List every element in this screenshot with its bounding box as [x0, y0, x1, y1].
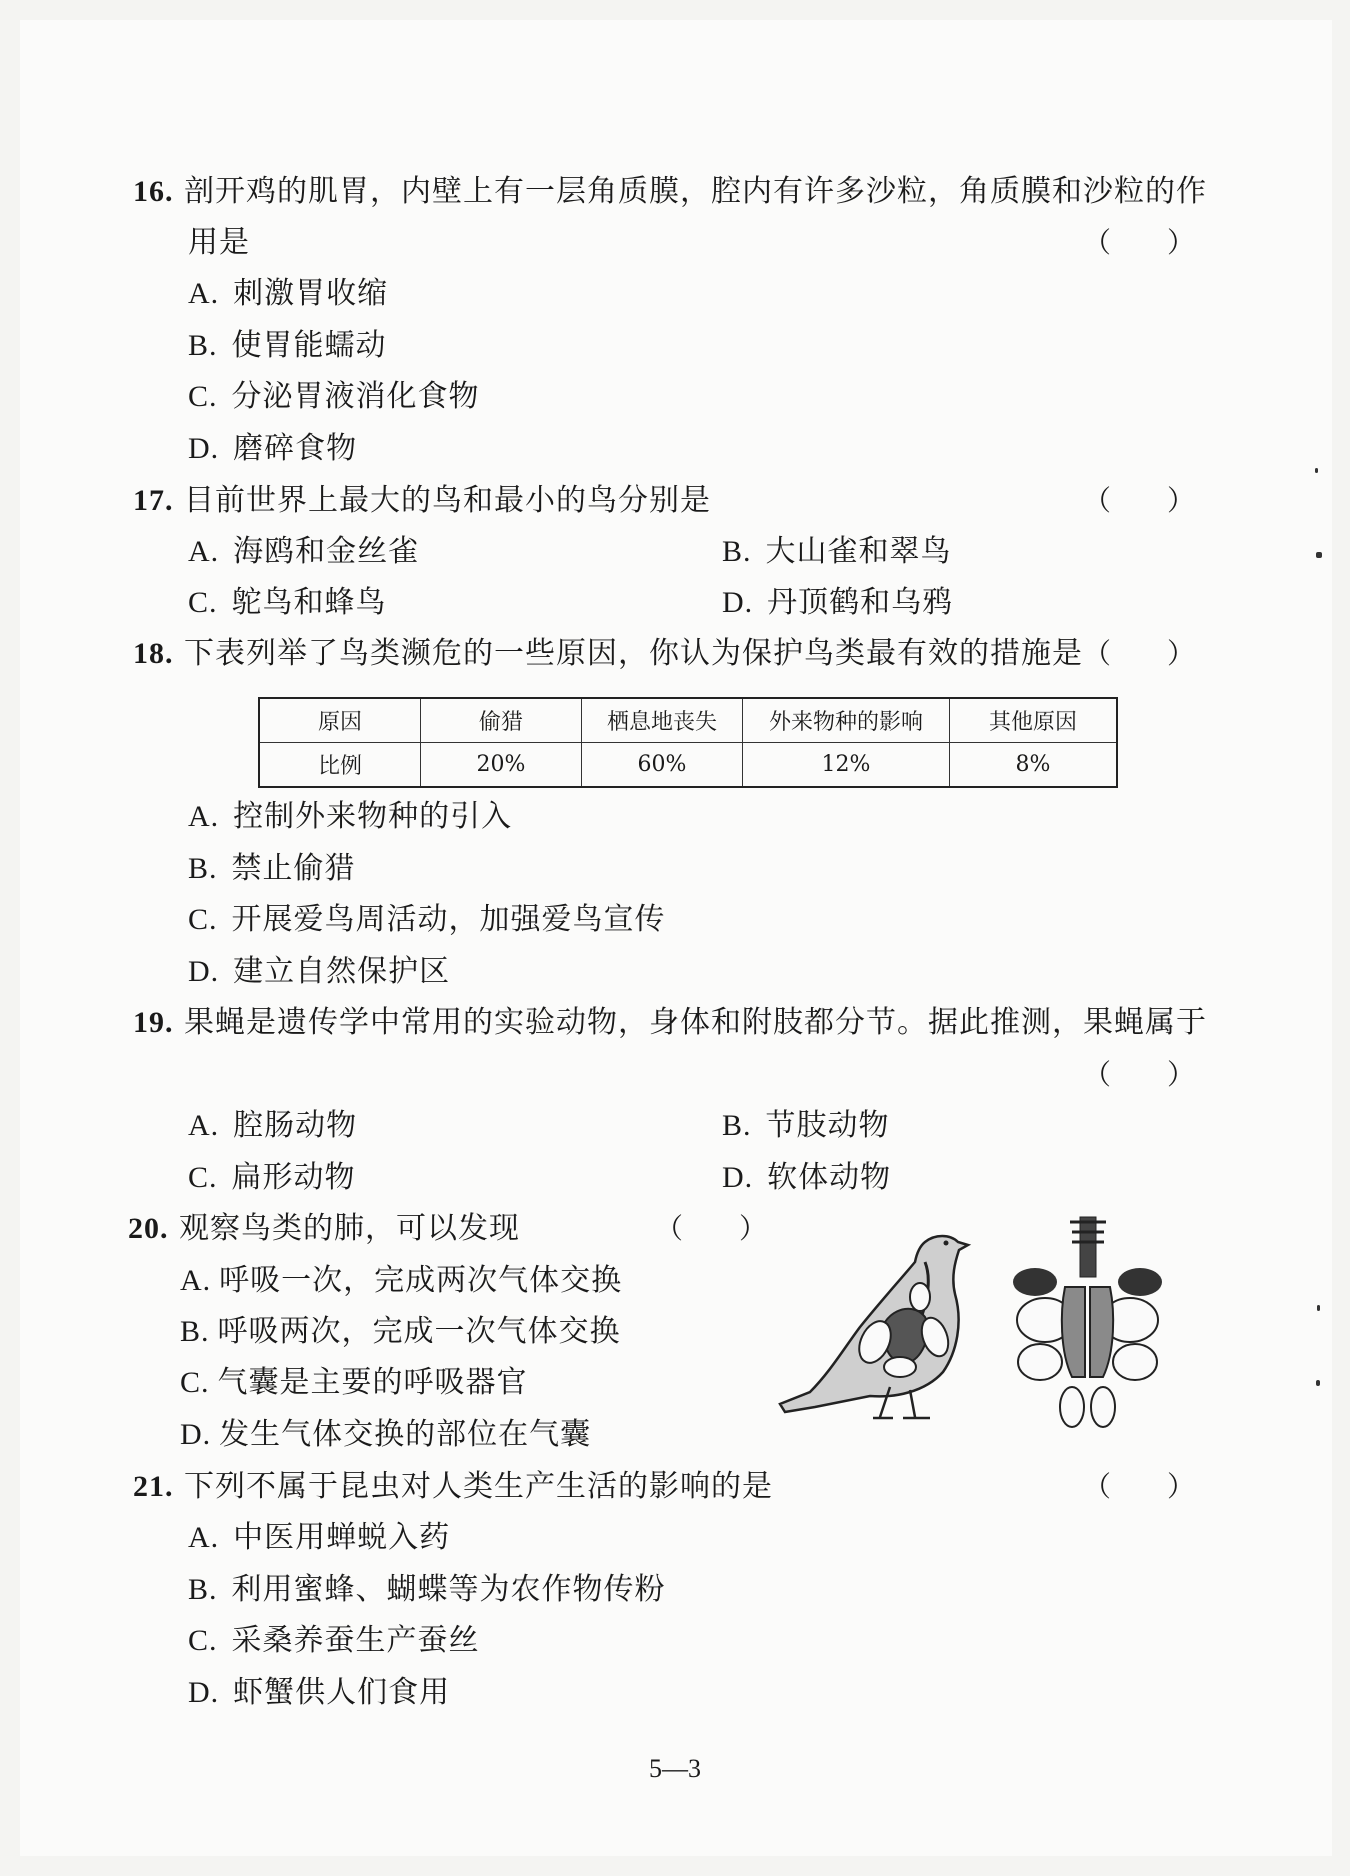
- question-number: 16.: [133, 175, 174, 208]
- option-a[interactable]: A. 腔肠动物: [188, 1108, 358, 1143]
- answer-paren[interactable]: （ ）: [1083, 226, 1196, 259]
- option-c[interactable]: C. 鸵鸟和蜂鸟: [188, 585, 387, 620]
- question-text: 下表列举了鸟类濒危的一些原因，你认为保护鸟类最有效的措施是: [184, 636, 1084, 671]
- question-20-line1: [128, 1209, 520, 1249]
- scan-speck: [1317, 1305, 1320, 1311]
- question-number: 20.: [128, 1212, 169, 1245]
- table-cell: 20%: [421, 743, 582, 788]
- scan-speck: [1315, 468, 1318, 473]
- option-b[interactable]: B. 节肢动物: [722, 1108, 890, 1143]
- table-cell: 比例: [259, 743, 421, 788]
- lungs-airsacs-illustration: [1000, 1212, 1175, 1432]
- option-b[interactable]: B. 呼吸两次，完成一次气体交换: [180, 1314, 621, 1349]
- question-text: 果蝇是遗传学中常用的实验动物，身体和附肢都分节。据此推测，果蝇属于: [184, 1005, 1208, 1040]
- question-19-line1: [133, 1003, 1207, 1043]
- table-cell: 其他原因: [950, 698, 1118, 743]
- option-c[interactable]: C. 开展爱鸟周活动，加强爱鸟宣传: [188, 902, 666, 937]
- question-text: 下列不属于昆虫对人类生产生活的影响的是: [184, 1469, 774, 1504]
- option-a[interactable]: A. 控制外来物种的引入: [188, 799, 513, 834]
- bird-respiratory-illustration: [775, 1222, 980, 1422]
- option-c[interactable]: C. 气囊是主要的呼吸器官: [180, 1365, 528, 1400]
- table-cell: 8%: [950, 743, 1118, 788]
- table-cell: 原因: [259, 698, 421, 743]
- question-16-line2: 用是: [188, 225, 250, 260]
- question-18-line1: [133, 634, 1083, 674]
- table-cell: 偷猎: [421, 698, 582, 743]
- scan-speck: [1316, 1380, 1320, 1386]
- page-number: 5—3: [649, 1754, 701, 1783]
- question-17-line1: [133, 481, 711, 521]
- table-cell: 外来物种的影响: [743, 698, 950, 743]
- option-b[interactable]: B. 禁止偷猎: [188, 851, 356, 886]
- question-number: 21.: [133, 1470, 174, 1503]
- option-b[interactable]: B. 大山雀和翠鸟: [722, 534, 952, 569]
- question-21-line1: [133, 1467, 773, 1507]
- table-cell: 12%: [743, 743, 950, 788]
- table-header-row: [259, 698, 1117, 743]
- option-a[interactable]: A. 刺激胃收缩: [188, 276, 389, 311]
- scan-speck: [1316, 552, 1322, 558]
- endangerment-table: [258, 697, 1118, 788]
- option-a[interactable]: A. 海鸥和金丝雀: [188, 534, 420, 569]
- option-a[interactable]: A. 中医用蝉蜕入药: [188, 1520, 451, 1555]
- option-d[interactable]: D. 磨碎食物: [188, 431, 358, 466]
- question-text: 观察鸟类的肺，可以发现: [179, 1211, 521, 1246]
- option-d[interactable]: D. 丹顶鹤和乌鸦: [722, 585, 954, 620]
- question-number: 17.: [133, 484, 174, 517]
- table-row: [259, 743, 1117, 788]
- option-a[interactable]: A. 呼吸一次，完成两次气体交换: [180, 1263, 623, 1298]
- answer-paren[interactable]: （ ）: [1083, 637, 1196, 670]
- option-c[interactable]: C. 分泌胃液消化食物: [188, 379, 480, 414]
- question-16-line1: [133, 172, 1207, 212]
- question-number: 18.: [133, 637, 174, 670]
- table-cell: 栖息地丧失: [582, 698, 743, 743]
- option-d[interactable]: D. 发生气体交换的部位在气囊: [180, 1417, 592, 1452]
- option-c[interactable]: C. 采桑养蚕生产蚕丝: [188, 1623, 480, 1658]
- option-c[interactable]: C. 扁形动物: [188, 1160, 356, 1195]
- answer-paren[interactable]: （ ）: [1083, 1058, 1196, 1091]
- option-d[interactable]: D. 虾蟹供人们食用: [188, 1675, 451, 1710]
- question-number: 19.: [133, 1006, 174, 1039]
- option-d[interactable]: D. 建立自然保护区: [188, 954, 451, 989]
- table-cell: 60%: [582, 743, 743, 788]
- question-text: 剖开鸡的肌胃，内壁上有一层角质膜，腔内有许多沙粒，角质膜和沙粒的作: [184, 174, 1208, 209]
- answer-paren[interactable]: （ ）: [1083, 1470, 1196, 1503]
- option-d[interactable]: D. 软体动物: [722, 1160, 892, 1195]
- answer-paren[interactable]: （ ）: [655, 1212, 768, 1245]
- option-b[interactable]: B. 使胃能蠕动: [188, 328, 387, 363]
- question-text: 目前世界上最大的鸟和最小的鸟分别是: [184, 483, 712, 518]
- answer-paren[interactable]: （ ）: [1083, 484, 1196, 517]
- option-b[interactable]: B. 利用蜜蜂、蝴蝶等为农作物传粉: [188, 1572, 666, 1607]
